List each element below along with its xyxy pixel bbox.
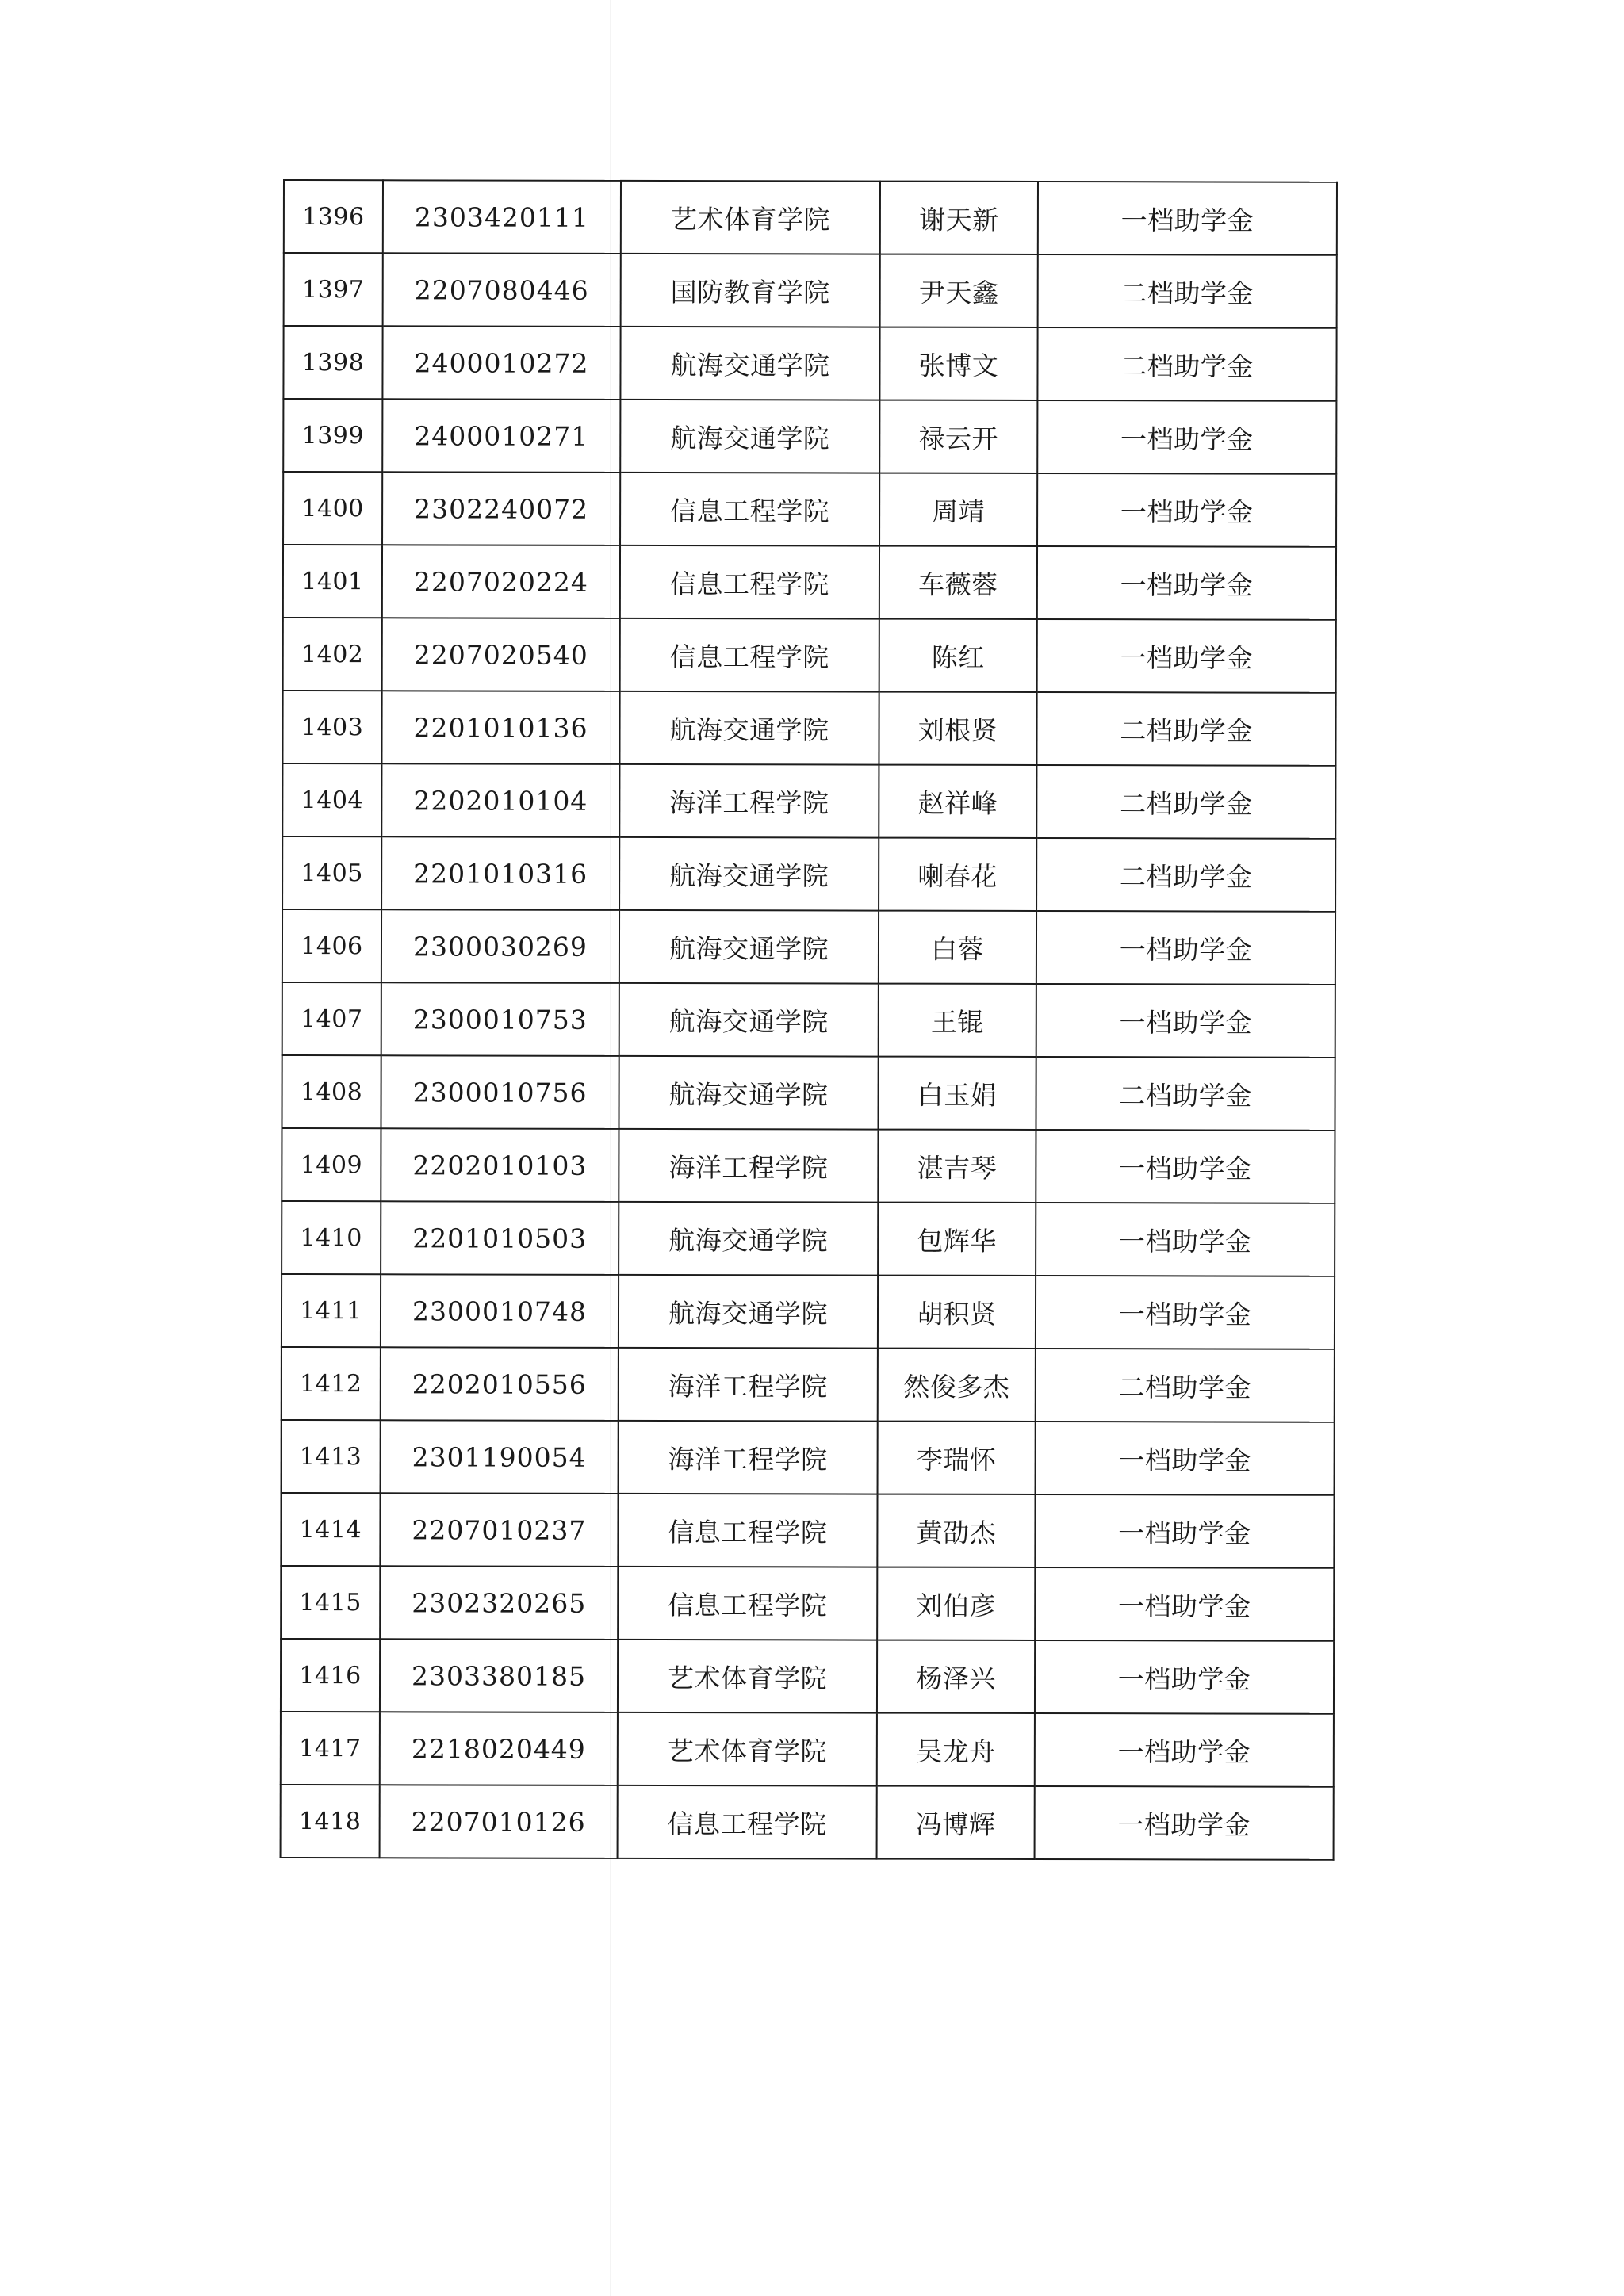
cell-aid-level: 一档助学金 [1035,1567,1334,1641]
cell-name: 张博文 [879,327,1037,400]
cell-student-id: 2207080446 [383,253,621,327]
cell-seq: 1397 [284,253,383,326]
cell-student-id: 2202010556 [381,1347,619,1421]
cell-student-id: 2201010136 [381,691,619,764]
cell-name: 湛吉琴 [878,1130,1036,1203]
cell-student-id: 2300030269 [381,909,619,983]
scholarship-table [280,179,1338,1861]
cell-student-id: 2400010271 [382,399,620,473]
cell-aid-level: 一档助学金 [1037,546,1336,620]
cell-aid-level: 二档助学金 [1036,838,1335,912]
table-row [282,691,1335,766]
cell-seq: 1416 [281,1639,380,1712]
cell-college: 信息工程学院 [618,1785,877,1859]
cell-college: 海洋工程学院 [619,1129,878,1203]
cell-name: 禄云开 [879,400,1037,473]
cell-seq: 1413 [282,1420,381,1493]
cell-college: 艺术体育学院 [618,1712,877,1786]
table-row [283,326,1336,401]
cell-seq: 1399 [283,399,382,472]
table-row [282,1347,1335,1422]
cell-name: 赵祥峰 [879,765,1036,838]
cell-college: 国防教育学院 [621,254,880,327]
cell-seq: 1398 [283,326,382,399]
table-row [281,1493,1334,1568]
cell-name: 杨泽兴 [877,1640,1035,1713]
table-row [284,180,1337,255]
cell-student-id: 2201010316 [381,836,619,910]
cell-college: 海洋工程学院 [619,1421,878,1494]
cell-aid-level: 二档助学金 [1038,254,1337,328]
cell-seq: 1417 [281,1712,380,1785]
cell-college: 信息工程学院 [618,1567,877,1640]
cell-name: 刘根贤 [879,692,1036,765]
cell-student-id: 2207020224 [382,545,620,618]
table-row [281,1712,1334,1787]
table-row [282,1128,1335,1203]
table-row [282,763,1335,839]
cell-aid-level: 一档助学金 [1036,984,1335,1058]
cell-student-id: 2301190054 [381,1420,619,1494]
cell-aid-level: 一档助学金 [1036,911,1335,985]
cell-student-id: 2302320265 [380,1566,618,1640]
cell-college: 信息工程学院 [620,473,879,546]
cell-seq: 1408 [282,1055,381,1128]
cell-seq: 1402 [283,618,382,691]
table-row [281,1566,1334,1641]
cell-aid-level: 一档助学金 [1036,1130,1335,1203]
cell-seq: 1400 [283,472,382,545]
cell-name: 车薇蓉 [879,546,1037,619]
cell-aid-level: 二档助学金 [1036,765,1335,839]
cell-aid-level: 一档助学金 [1035,1786,1334,1860]
cell-name: 胡积贤 [878,1276,1036,1349]
table-row [282,982,1335,1058]
table-row [284,253,1337,328]
cell-seq: 1412 [282,1347,381,1420]
cell-college: 航海交通学院 [619,837,879,911]
cell-student-id: 2400010272 [382,326,620,400]
cell-student-id: 2303420111 [383,180,621,254]
cell-college: 海洋工程学院 [619,1348,878,1422]
cell-name: 吴龙舟 [877,1713,1035,1786]
cell-seq: 1407 [282,982,381,1055]
cell-college: 信息工程学院 [618,1494,877,1567]
cell-student-id: 2300010753 [381,982,619,1056]
cell-seq: 1403 [282,691,381,763]
cell-student-id: 2218020449 [380,1712,618,1785]
cell-college: 航海交通学院 [620,327,879,400]
cell-name: 包辉华 [878,1203,1036,1276]
cell-name: 李瑞怀 [878,1422,1036,1494]
cell-name: 刘伯彦 [877,1567,1035,1640]
cell-student-id: 2207020540 [382,618,620,691]
cell-aid-level: 二档助学金 [1037,327,1336,401]
table-row [283,618,1336,693]
cell-seq: 1418 [281,1785,380,1858]
cell-name: 喇春花 [879,838,1036,911]
cell-student-id: 2202010103 [381,1128,619,1202]
cell-aid-level: 一档助学金 [1037,400,1336,474]
cell-aid-level: 一档助学金 [1037,619,1336,693]
cell-seq: 1404 [282,763,381,836]
cell-seq: 1406 [282,909,381,982]
cell-student-id: 2201010503 [381,1201,619,1275]
cell-college: 航海交通学院 [619,691,879,765]
cell-name: 周靖 [879,473,1037,546]
cell-name: 谢天新 [880,182,1038,254]
cell-aid-level: 二档助学金 [1036,1057,1335,1131]
cell-student-id: 2303380185 [380,1639,618,1712]
cell-college: 航海交通学院 [619,1275,878,1349]
cell-name: 白蓉 [879,911,1036,984]
cell-name: 白玉娟 [878,1057,1036,1130]
table-row [281,1785,1334,1860]
cell-student-id: 2207010237 [380,1493,618,1567]
cell-name: 尹天鑫 [880,254,1038,327]
cell-seq: 1405 [282,836,381,909]
cell-student-id: 2300010748 [381,1274,619,1348]
cell-seq: 1414 [281,1493,380,1566]
cell-college: 航海交通学院 [619,1202,878,1276]
cell-seq: 1409 [282,1128,381,1201]
table-row [282,1274,1335,1349]
cell-college: 信息工程学院 [620,545,879,619]
cell-student-id: 2202010104 [381,763,619,837]
cell-seq: 1401 [283,545,382,618]
cell-college: 航海交通学院 [619,1056,878,1130]
cell-student-id: 2302240072 [382,472,620,545]
cell-college: 艺术体育学院 [618,1640,877,1713]
cell-seq: 1396 [284,180,383,253]
cell-aid-level: 一档助学金 [1035,1713,1334,1787]
cell-aid-level: 一档助学金 [1036,1276,1335,1349]
cell-aid-level: 一档助学金 [1038,182,1337,255]
cell-college: 信息工程学院 [620,618,879,692]
cell-seq: 1415 [281,1566,380,1639]
cell-aid-level: 一档助学金 [1035,1640,1334,1714]
cell-name: 王锟 [879,984,1036,1057]
table-row [282,1055,1335,1131]
cell-aid-level: 一档助学金 [1035,1494,1334,1568]
table-row [282,909,1335,985]
cell-student-id: 2207010126 [380,1785,618,1858]
cell-aid-level: 一档助学金 [1036,1422,1335,1495]
cell-college: 航海交通学院 [619,983,879,1057]
cell-aid-level: 一档助学金 [1037,473,1336,547]
cell-name: 黄劭杰 [877,1494,1035,1567]
cell-seq: 1411 [282,1274,381,1347]
cell-name: 然俊多杰 [878,1349,1036,1422]
table-row [281,1639,1334,1714]
cell-student-id: 2300010756 [381,1055,619,1129]
cell-college: 海洋工程学院 [619,764,879,838]
cell-name: 陈红 [879,619,1037,692]
table-body [281,180,1337,1860]
cell-aid-level: 一档助学金 [1036,1203,1335,1276]
table-row [282,836,1335,912]
cell-seq: 1410 [282,1201,381,1274]
cell-college: 艺术体育学院 [621,181,880,254]
cell-college: 航海交通学院 [619,910,879,984]
table-row [283,399,1336,474]
cell-college: 航海交通学院 [620,400,879,473]
cell-aid-level: 二档助学金 [1036,692,1335,766]
table-row [283,472,1336,547]
cell-aid-level: 二档助学金 [1036,1349,1335,1422]
table-row [283,545,1336,620]
table-row [282,1420,1335,1495]
cell-name: 冯博辉 [877,1786,1035,1859]
table-row [282,1201,1335,1276]
